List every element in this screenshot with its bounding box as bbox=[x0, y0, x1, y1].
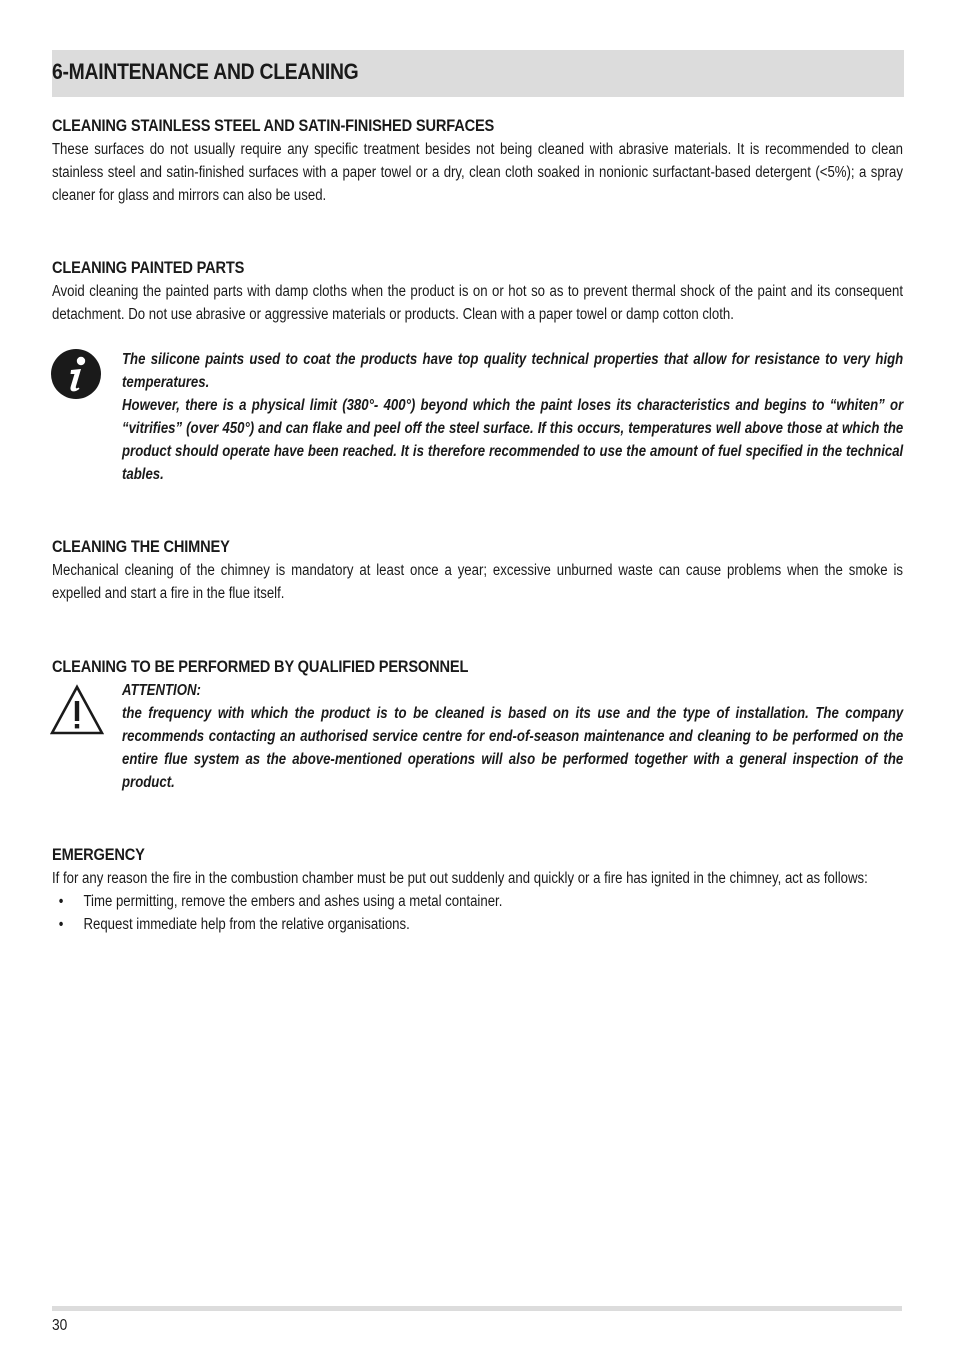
qualified-note bbox=[122, 679, 903, 794]
page-title: 6-MAINTENANCE AND CLEANING bbox=[52, 59, 359, 84]
section-emergency bbox=[52, 844, 903, 936]
footer-divider bbox=[52, 1306, 902, 1311]
warning-icon bbox=[50, 684, 104, 736]
info-note bbox=[122, 348, 903, 486]
section-text-emergency: If for any reason the fire in the combustion chamber must be put out suddenly and quickly or a fire has ignited in the chimney, act as follows: bbox=[52, 870, 868, 887]
info-icon bbox=[50, 348, 102, 400]
list-item bbox=[52, 913, 903, 936]
section-stainless bbox=[52, 115, 903, 207]
page-number: 30 bbox=[52, 1317, 68, 1334]
bullet: • bbox=[58, 893, 64, 910]
section-heading-stainless: CLEANING STAINLESS STEEL AND SATIN-FINISHED SURFACES bbox=[52, 116, 495, 135]
section-title-bar bbox=[52, 50, 904, 97]
attention-label: ATTENTION: bbox=[122, 682, 201, 699]
qualified-text: the frequency with which the product is to be cleaned is based on its use and the type of installation. The company recommends contacting an authorised service centre for end-of-season maintenance and cleaning to be performed on the entire flue system as the above-mentioned operations will also be performed together with a general inspection of the product. bbox=[122, 705, 904, 791]
section-text-chimney: Mechanical cleaning of the chimney is mandatory at least once a year; excessive unburned waste can cause problems when the smoke is expelled and start a fire in the flue itself. bbox=[52, 562, 903, 602]
section-heading-qualified: CLEANING TO BE PERFORMED BY QUALIFIED PERSONNEL bbox=[52, 657, 469, 676]
section-qualified bbox=[52, 656, 903, 679]
section-heading-chimney: CLEANING THE CHIMNEY bbox=[52, 537, 230, 556]
section-heading-emergency: EMERGENCY bbox=[52, 845, 145, 864]
info-note-line2: However, there is a physical limit (380°- 400°) beyond which the paint loses its characteristics and begins to “whiten” or “vitrifies” (over 450°) and can flake and peel off the steel surface. If this occurs, temperatures well above those at which the product should operate have been reached. It is therefore recommended to use the amount of fuel specified in the technical tables. bbox=[122, 397, 904, 483]
section-text-stainless: These surfaces do not usually require any specific treatment besides not being cleaned with abrasive materials. It is recommended to clean stainless steel and satin-finished surfaces with a paper towel or a dry, clean cloth soaked in nonionic surfactant-based detergent (<5%); a spray cleaner for glass and mirrors can also be used. bbox=[52, 141, 903, 204]
info-note-line1: The silicone paints used to coat the products have top quality technical properties that allow for resistance to very high temperatures. bbox=[122, 351, 904, 391]
list-item-text: Time permitting, remove the embers and ashes using a metal container. bbox=[83, 893, 503, 910]
list-item bbox=[52, 890, 903, 913]
section-chimney bbox=[52, 536, 903, 605]
emergency-list bbox=[52, 890, 903, 936]
list-item-text: Request immediate help from the relative organisations. bbox=[83, 916, 410, 933]
section-painted bbox=[52, 257, 903, 326]
bullet: • bbox=[58, 916, 64, 933]
section-text-painted: Avoid cleaning the painted parts with damp cloths when the product is on or hot so as to prevent thermal shock of the paint and its consequent detachment. Do not use abrasive or aggressive materials or products. Clean with a paper towel or damp cotton cloth. bbox=[52, 283, 903, 323]
section-heading-painted: CLEANING PAINTED PARTS bbox=[52, 258, 245, 277]
